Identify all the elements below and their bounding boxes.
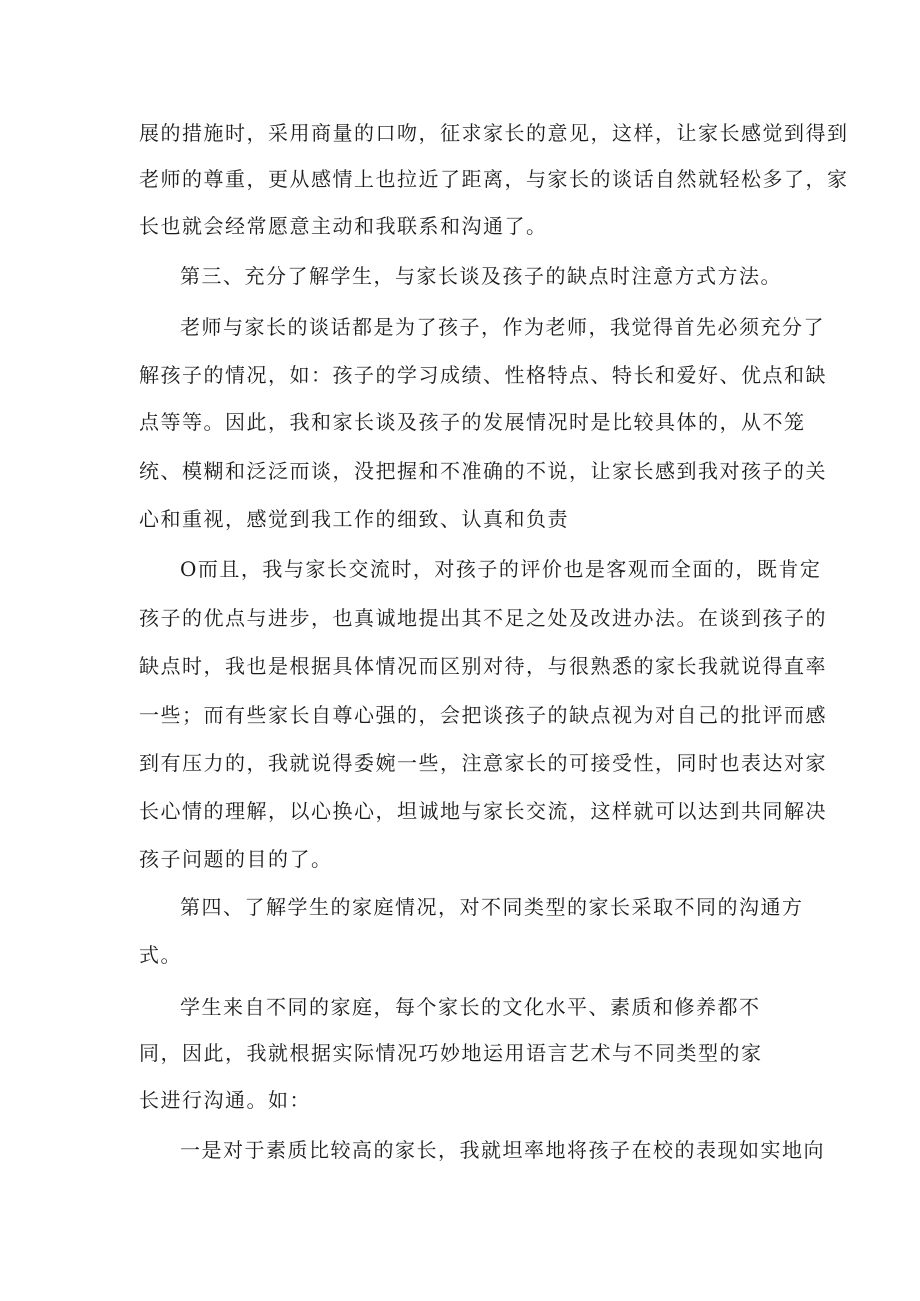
text-line-18: 式。 xyxy=(139,943,182,967)
text-line-15: 长心情的理解，以心换心，坦诚地与家长交流，这样就可以达到共同解决 xyxy=(139,799,827,823)
text-line-17: 第四、了解学生的家庭情况，对不同类型的家长采取不同的沟通方 xyxy=(180,895,804,919)
text-line-5: 老师与家长的谈话都是为了孩子，作为老师，我觉得首先必须充分了 xyxy=(180,315,825,339)
text-line-9: 心和重视，感觉到我工作的细致、认真和负责 xyxy=(139,507,569,531)
text-line-8: 统、模糊和泛泛而谈，没把握和不准确的不说，让家长感到我对孩子的关 xyxy=(139,459,827,483)
text-line-21: 长进行沟通。如： xyxy=(139,1088,311,1112)
text-line-7: 点等等。因此，我和家长谈及孩子的发展情况时是比较具体的，从不笼 xyxy=(139,410,806,434)
text-line-13: 一些；而有些家长自尊心强的，会把谈孩子的缺点视为对自己的批评而感 xyxy=(139,703,827,727)
text-line-2: 老师的尊重，更从感情上也拉近了距离，与家长的谈话自然就轻松多了，家 xyxy=(139,167,849,191)
text-line-11: 孩子的优点与进步，也真诚地提出其不足之处及改进办法。在谈到孩子的 xyxy=(139,606,827,630)
text-line-4: 第三、充分了解学生，与家长谈及孩子的缺点时注意方式方法。 xyxy=(180,264,782,288)
text-line-22: 一是对于素质比较高的家长，我就坦率地将孩子在校的表现如实地向 xyxy=(180,1138,825,1162)
text-line-10: O而且，我与家长交流时，对孩子的评价也是客观而全面的，既肯定 xyxy=(180,557,822,581)
text-line-20: 同，因此，我就根据实际情况巧妙地运用语言艺术与不同类型的家 xyxy=(139,1041,763,1065)
text-line-14: 到有压力的，我就说得委婉一些，注意家长的可接受性，同时也表达对家 xyxy=(139,751,827,775)
text-line-3: 长也就会经常愿意主动和我联系和沟通了。 xyxy=(139,214,548,238)
text-line-6: 解孩子的情况，如：孩子的学习成绩、性格特点、特长和爱好、优点和缺 xyxy=(139,363,827,387)
text-line-16: 孩子问题的目的了。 xyxy=(139,847,333,871)
text-line-12: 缺点时，我也是根据具体情况而区别对待，与很熟悉的家长我就说得直率 xyxy=(139,654,827,678)
text-line-1: 展的措施时，采用商量的口吻，征求家长的意见，这样，让家长感觉到得到 xyxy=(139,121,849,145)
text-line-19: 学生来自不同的家庭，每个家长的文化水平、素质和修养都不 xyxy=(180,995,761,1019)
